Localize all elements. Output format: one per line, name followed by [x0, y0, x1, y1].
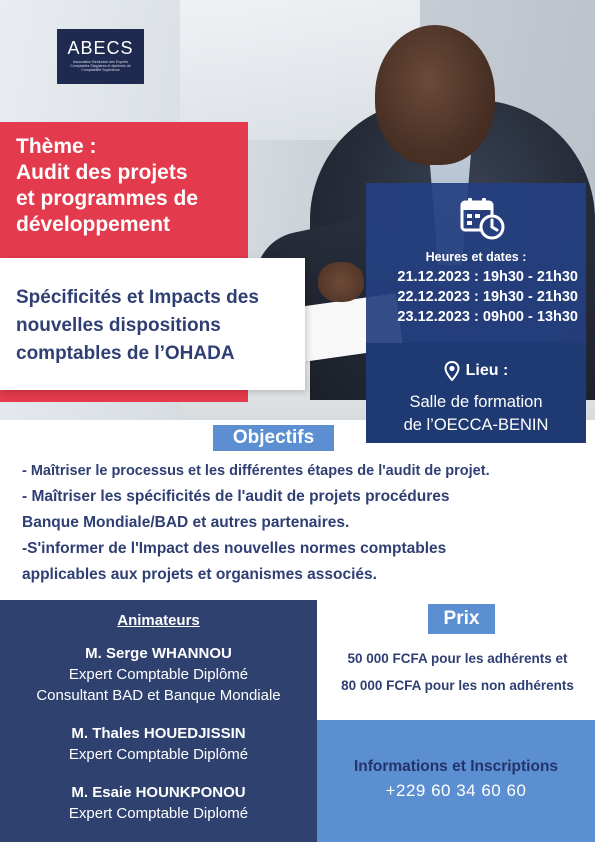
objective-line: applicables aux projets et organismes associés.: [22, 566, 377, 583]
objective-line: -S'informer de l'Impact des nouvelles normes comptables: [22, 540, 447, 557]
venue-line: Salle de formation: [409, 393, 543, 411]
objectives-title: Objectifs: [213, 425, 334, 451]
schedule-card: [366, 183, 586, 343]
objective-line: Banque Mondiale/BAD et autres partenaires.: [22, 514, 350, 531]
subtitle-card: [0, 258, 305, 390]
theme-line: Audit des projets: [16, 161, 188, 184]
speaker-name: M. Serge WHANNOU: [85, 645, 232, 662]
logo-title: ABECS: [67, 38, 134, 58]
subtitle-line: Spécificités et Impacts des: [16, 287, 259, 308]
speaker-role: Expert Comptable Diplômé: [68, 746, 249, 763]
speaker-role: Expert Comptable Diplômé: [68, 666, 249, 683]
calendar-clock-icon: [459, 195, 505, 241]
date-line: 22.12.2023 : 19h30 - 21h30: [397, 289, 578, 305]
objective-line: - Maîtriser les spécificités de l'audit de projets procédures: [22, 488, 450, 505]
contact-title: Informations et Inscriptions: [353, 758, 559, 775]
contact-panel: [317, 720, 595, 842]
speaker-name: M. Thales HOUEDJISSIN: [71, 725, 246, 742]
schedule-title: Heures et dates :: [425, 250, 527, 264]
price-line: 80 000 FCFA pour les non adhérents: [341, 678, 574, 693]
venue-header: [366, 361, 586, 381]
theme-line: Thème :: [16, 135, 97, 158]
speakers-panel: [0, 600, 317, 842]
speaker-role: Consultant BAD et Banque Mondiale: [36, 687, 281, 704]
speaker-name: M. Esaie HOUNKPONOU: [71, 784, 246, 801]
abecs-logo: [57, 29, 144, 84]
contact-phone[interactable]: +229 60 34 60 60: [385, 781, 527, 800]
subtitle-line: comptables de l’OHADA: [16, 343, 235, 364]
speaker-role: Expert Comptable Diplomé: [68, 805, 249, 822]
subtitle-line: nouvelles dispositions: [16, 315, 221, 336]
venue-label: Lieu :: [465, 362, 509, 380]
map-pin-icon: [444, 361, 460, 381]
venue-line: de l’OECCA-BENIN: [403, 416, 549, 434]
date-line: 23.12.2023 : 09h00 - 13h30: [397, 309, 578, 325]
theme-line: et programmes de: [16, 187, 199, 210]
theme-line: développement: [16, 213, 171, 236]
price-line: 50 000 FCFA pour les adhérents et: [347, 651, 568, 666]
venue-card: [366, 343, 586, 443]
theme-block: [0, 122, 248, 257]
price-title: Prix: [428, 604, 495, 634]
speakers-title: Animateurs: [117, 612, 200, 629]
logo-subtitle: Association Béninoise des Experts Comptables Stagiaires et diplômés de Comptabilité Supérieure: [70, 60, 131, 73]
objective-line: - Maîtriser le processus et les différentes étapes de l'audit de projet.: [22, 463, 490, 479]
date-line: 21.12.2023 : 19h30 - 21h30: [397, 269, 578, 285]
objectives-list: [22, 458, 582, 588]
